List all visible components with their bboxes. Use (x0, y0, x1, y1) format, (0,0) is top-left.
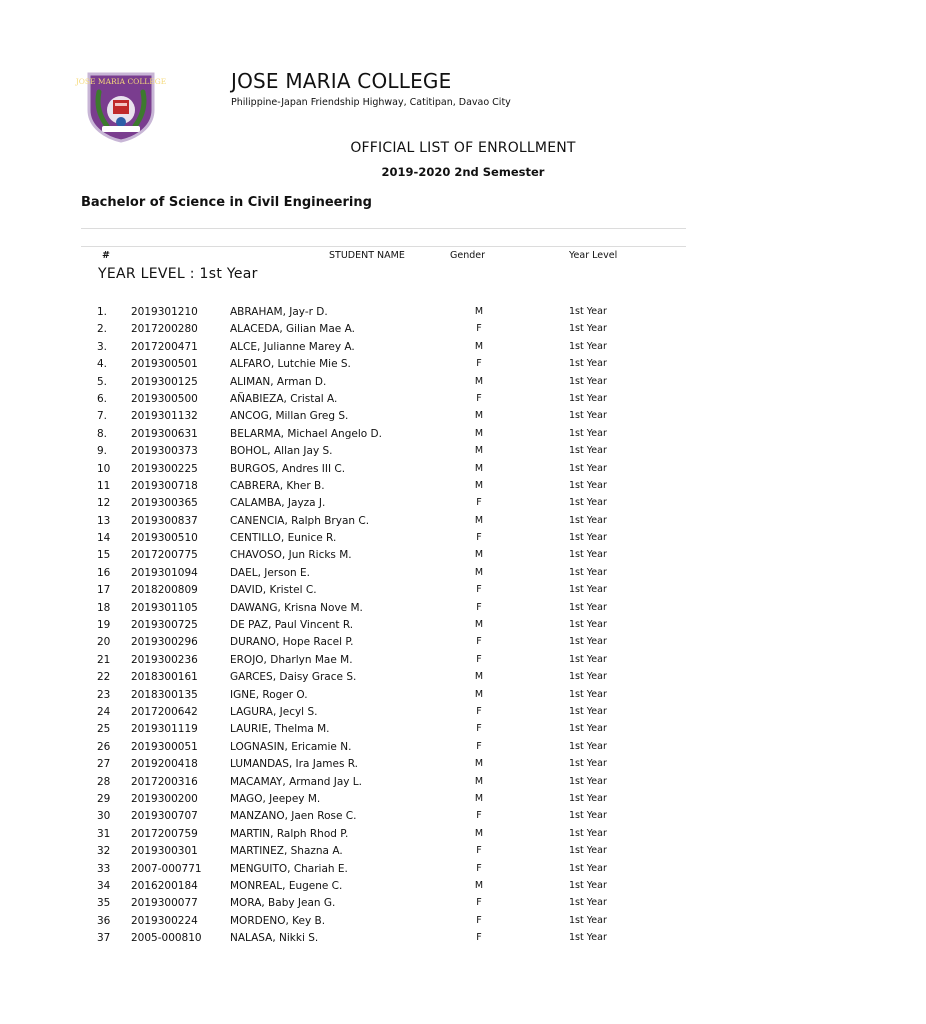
row-number: 21 (97, 653, 111, 666)
student-gender: F (476, 323, 482, 335)
student-gender: F (476, 653, 482, 665)
student-name: DE PAZ, Paul Vincent R. (230, 619, 354, 632)
student-name: EROJO, Dharlyn Mae M. (230, 653, 353, 666)
student-gender: M (474, 566, 484, 578)
table-row (0, 462, 768, 479)
student-name: GARCES, Daisy Grace S. (230, 671, 357, 684)
row-number: 13 (97, 514, 111, 527)
student-id: 2019300718 (131, 479, 198, 492)
student-gender: M (474, 775, 484, 787)
student-year-level: 1st Year (569, 879, 607, 891)
student-id: 2019200418 (131, 758, 198, 771)
row-number: 37 (97, 932, 111, 945)
student-year-level: 1st Year (569, 705, 607, 717)
student-year-level: 1st Year (569, 636, 607, 648)
row-number: 10 (97, 462, 111, 475)
student-id: 2017200471 (131, 340, 198, 353)
student-id: 2018200809 (131, 584, 198, 597)
table-row (0, 601, 768, 618)
student-id: 2018300135 (131, 688, 198, 701)
student-name: MONREAL, Eugene C. (230, 879, 343, 892)
student-id: 2019300051 (131, 740, 198, 753)
table-row (0, 809, 768, 826)
table-row (0, 862, 768, 879)
table-row (0, 740, 768, 757)
student-name: MORDENO, Key B. (230, 914, 326, 927)
student-gender: F (476, 392, 482, 404)
student-name: DAWANG, Krisna Nove M. (230, 601, 363, 614)
student-name: ALIMAN, Arman D. (230, 375, 327, 388)
student-year-level: 1st Year (569, 601, 607, 613)
student-name: AÑABIEZA, Cristal A. (230, 392, 338, 405)
student-id: 2005-000810 (131, 932, 202, 945)
student-gender: F (476, 584, 482, 596)
student-year-level: 1st Year (569, 827, 607, 839)
student-name: LUMANDAS, Ira James R. (230, 758, 359, 771)
student-name: NALASA, Nikki S. (230, 932, 319, 945)
student-id: 2019300296 (131, 636, 198, 649)
student-gender: F (476, 705, 482, 717)
table-row (0, 531, 768, 548)
table-row (0, 322, 768, 339)
student-year-level: 1st Year (569, 932, 607, 944)
student-gender: F (476, 497, 482, 509)
student-id: 2018300161 (131, 671, 198, 684)
student-name: BELARMA, Michael Angelo D. (230, 427, 382, 440)
student-year-level: 1st Year (569, 549, 607, 561)
table-row (0, 792, 768, 809)
student-name: LAGURA, Jecyl S. (230, 705, 318, 718)
student-gender: M (474, 340, 484, 352)
table-row (0, 757, 768, 774)
table-row (0, 914, 768, 931)
student-year-level: 1st Year (569, 845, 607, 857)
student-gender: M (474, 445, 484, 457)
student-gender: F (476, 532, 482, 544)
table-row (0, 305, 768, 322)
row-number: 27 (97, 758, 111, 771)
row-number: 24 (97, 705, 111, 718)
table-row (0, 479, 768, 496)
student-name: MARTIN, Ralph Rhod P. (230, 827, 349, 840)
divider (81, 246, 686, 247)
student-list (0, 305, 768, 948)
row-number: 26 (97, 740, 111, 753)
row-number: 16 (97, 566, 111, 579)
student-gender: M (474, 671, 484, 683)
student-year-level: 1st Year (569, 532, 607, 544)
row-number: 2. (97, 323, 108, 336)
student-name: MORA, Baby Jean G. (230, 897, 336, 910)
table-row (0, 670, 768, 687)
student-year-level: 1st Year (569, 740, 607, 752)
student-name: MACAMAY, Armand Jay L. (230, 775, 362, 788)
student-year-level: 1st Year (569, 392, 607, 404)
student-gender: M (474, 758, 484, 770)
student-name: DAEL, Jerson E. (230, 566, 310, 579)
table-row (0, 688, 768, 705)
student-id: 2019300725 (131, 619, 198, 632)
student-gender: F (476, 897, 482, 909)
row-number: 35 (97, 897, 111, 910)
column-header-student-name: STUDENT NAME (329, 250, 405, 261)
table-row (0, 618, 768, 635)
row-number: 3. (97, 340, 108, 353)
student-year-level: 1st Year (569, 758, 607, 770)
student-year-level: 1st Year (569, 584, 607, 596)
student-year-level: 1st Year (569, 462, 607, 474)
student-year-level: 1st Year (569, 862, 607, 874)
student-name: ALFARO, Lutchie Mie S. (230, 358, 351, 371)
student-gender: M (474, 306, 484, 317)
document-title: OFFICIAL LIST OF ENROLLMENT (350, 140, 576, 156)
row-number: 25 (97, 723, 111, 736)
row-number: 18 (97, 601, 111, 614)
student-gender: M (474, 514, 484, 526)
row-number: 32 (97, 845, 111, 858)
college-logo (75, 70, 167, 142)
table-row (0, 583, 768, 600)
svg-text:JOSE MARIA COLLEGE: JOSE MARIA COLLEGE (75, 77, 167, 86)
student-id: 2017200642 (131, 705, 198, 718)
student-year-level: 1st Year (569, 410, 607, 422)
college-address: Philippine-Japan Friendship Highway, Catitipan, Davao City (231, 97, 511, 108)
row-number: 30 (97, 810, 111, 823)
student-name: CANENCIA, Ralph Bryan C. (230, 514, 370, 527)
student-gender: F (476, 932, 482, 944)
student-year-level: 1st Year (569, 914, 607, 926)
divider (81, 228, 686, 229)
student-name: IGNE, Roger O. (230, 688, 308, 701)
row-number: 17 (97, 584, 111, 597)
student-id: 2019300301 (131, 845, 198, 858)
column-header-number: # (102, 250, 110, 261)
row-number: 36 (97, 914, 111, 927)
row-number: 4. (97, 358, 108, 371)
student-year-level: 1st Year (569, 775, 607, 787)
student-name: MARTINEZ, Shazna A. (230, 845, 343, 858)
program-name: Bachelor of Science in Civil Engineering (81, 195, 372, 210)
student-id: 2007-000771 (131, 862, 202, 875)
table-row (0, 357, 768, 374)
row-number: 23 (97, 688, 111, 701)
student-year-level: 1st Year (569, 566, 607, 578)
table-row (0, 514, 768, 531)
student-name: BOHOL, Allan Jay S. (230, 445, 333, 458)
student-name: CALAMBA, Jayza J. (230, 497, 326, 510)
row-number: 6. (97, 392, 108, 405)
table-row (0, 496, 768, 513)
table-row (0, 827, 768, 844)
student-gender: F (476, 636, 482, 648)
student-gender: M (474, 427, 484, 439)
student-name: MANZANO, Jaen Rose C. (230, 810, 357, 823)
table-row (0, 896, 768, 913)
row-number: 12 (97, 497, 111, 510)
table-row (0, 409, 768, 426)
student-gender: F (476, 358, 482, 370)
student-gender: M (474, 792, 484, 804)
student-name: DAVID, Kristel C. (230, 584, 317, 597)
student-year-level: 1st Year (569, 427, 607, 439)
row-number: 31 (97, 827, 111, 840)
student-gender: M (474, 619, 484, 631)
table-row (0, 635, 768, 652)
row-number: 33 (97, 862, 111, 875)
table-row (0, 392, 768, 409)
year-level-heading: YEAR LEVEL : 1st Year (98, 266, 258, 282)
row-number: 7. (97, 410, 108, 423)
table-row (0, 340, 768, 357)
student-gender: M (474, 479, 484, 491)
student-gender: M (474, 827, 484, 839)
student-year-level: 1st Year (569, 619, 607, 631)
student-year-level: 1st Year (569, 358, 607, 370)
student-gender: M (474, 375, 484, 387)
student-year-level: 1st Year (569, 723, 607, 735)
table-row (0, 375, 768, 392)
student-year-level: 1st Year (569, 514, 607, 526)
student-id: 2019301132 (131, 410, 198, 423)
student-id: 2019300501 (131, 358, 198, 371)
row-number: 28 (97, 775, 111, 788)
student-year-level: 1st Year (569, 792, 607, 804)
row-number: 22 (97, 671, 111, 684)
student-gender: M (474, 462, 484, 474)
student-id: 2017200775 (131, 549, 198, 562)
student-name: BURGOS, Andres III C. (230, 462, 346, 475)
college-seal-icon (75, 70, 167, 142)
student-id: 2019300200 (131, 792, 198, 805)
student-name: CABRERA, Kher B. (230, 479, 325, 492)
student-year-level: 1st Year (569, 340, 607, 352)
student-name: MENGUITO, Chariah E. (230, 862, 348, 875)
table-row (0, 548, 768, 565)
student-id: 2017200316 (131, 775, 198, 788)
student-id: 2019300125 (131, 375, 198, 388)
student-id: 2019300510 (131, 532, 198, 545)
student-id: 2019300236 (131, 653, 198, 666)
student-id: 2017200280 (131, 323, 198, 336)
row-number: 9. (97, 445, 108, 458)
college-name: JOSE MARIA COLLEGE (231, 69, 452, 93)
row-number: 29 (97, 792, 111, 805)
table-row (0, 444, 768, 461)
student-name: DURANO, Hope Racel P. (230, 636, 354, 649)
student-year-level: 1st Year (569, 479, 607, 491)
student-gender: F (476, 723, 482, 735)
student-id: 2019300365 (131, 497, 198, 510)
student-name: LAURIE, Thelma M. (230, 723, 330, 736)
student-name: CHAVOSO, Jun Ricks M. (230, 549, 352, 562)
student-year-level: 1st Year (569, 323, 607, 335)
student-year-level: 1st Year (569, 688, 607, 700)
row-number: 14 (97, 532, 111, 545)
student-name: ANCOG, Millan Greg S. (230, 410, 349, 423)
student-id: 2019301119 (131, 723, 198, 736)
table-row (0, 427, 768, 444)
student-gender: F (476, 914, 482, 926)
student-id: 2019300225 (131, 462, 198, 475)
student-gender: M (474, 549, 484, 561)
student-id: 2017200759 (131, 827, 198, 840)
row-number: 19 (97, 619, 111, 632)
table-row (0, 775, 768, 792)
student-year-level: 1st Year (569, 653, 607, 665)
student-id: 2019301210 (131, 306, 198, 318)
student-name: LOGNASIN, Ericamie N. (230, 740, 352, 753)
student-name: ALACEDA, Gilian Mae A. (230, 323, 355, 336)
student-id: 2019300500 (131, 392, 198, 405)
student-id: 2019300373 (131, 445, 198, 458)
student-id: 2016200184 (131, 879, 198, 892)
column-header-year-level: Year Level (569, 250, 618, 261)
student-id: 2019300837 (131, 514, 198, 527)
student-id: 2019300631 (131, 427, 198, 440)
student-gender: F (476, 810, 482, 822)
student-gender: M (474, 688, 484, 700)
row-number: 1. (97, 306, 108, 318)
student-gender: M (474, 879, 484, 891)
student-gender: M (474, 410, 484, 422)
row-number: 11 (97, 479, 111, 492)
student-id: 2019300224 (131, 914, 198, 927)
student-year-level: 1st Year (569, 445, 607, 457)
table-row (0, 844, 768, 861)
student-id: 2019300077 (131, 897, 198, 910)
student-gender: F (476, 862, 482, 874)
student-name: ALCE, Julianne Marey A. (230, 340, 355, 353)
table-row (0, 931, 768, 948)
student-name: ABRAHAM, Jay-r D. (230, 306, 328, 318)
student-name: MAGO, Jeepey M. (230, 792, 321, 805)
student-year-level: 1st Year (569, 497, 607, 509)
row-number: 20 (97, 636, 111, 649)
student-year-level: 1st Year (569, 306, 607, 317)
table-row (0, 879, 768, 896)
table-row (0, 653, 768, 670)
student-year-level: 1st Year (569, 897, 607, 909)
row-number: 15 (97, 549, 111, 562)
student-gender: F (476, 845, 482, 857)
student-year-level: 1st Year (569, 375, 607, 387)
student-id: 2019301105 (131, 601, 198, 614)
student-id: 2019300707 (131, 810, 198, 823)
student-gender: F (476, 601, 482, 613)
table-row (0, 722, 768, 739)
column-header-gender: Gender (450, 250, 486, 261)
student-year-level: 1st Year (569, 671, 607, 683)
row-number: 5. (97, 375, 108, 388)
row-number: 8. (97, 427, 108, 440)
table-row (0, 566, 768, 583)
table-row (0, 705, 768, 722)
student-name: CENTILLO, Eunice R. (230, 532, 337, 545)
row-number: 34 (97, 879, 111, 892)
student-id: 2019301094 (131, 566, 198, 579)
student-gender: F (476, 740, 482, 752)
student-year-level: 1st Year (569, 810, 607, 822)
semester-label: 2019-2020 2nd Semester (381, 165, 545, 179)
